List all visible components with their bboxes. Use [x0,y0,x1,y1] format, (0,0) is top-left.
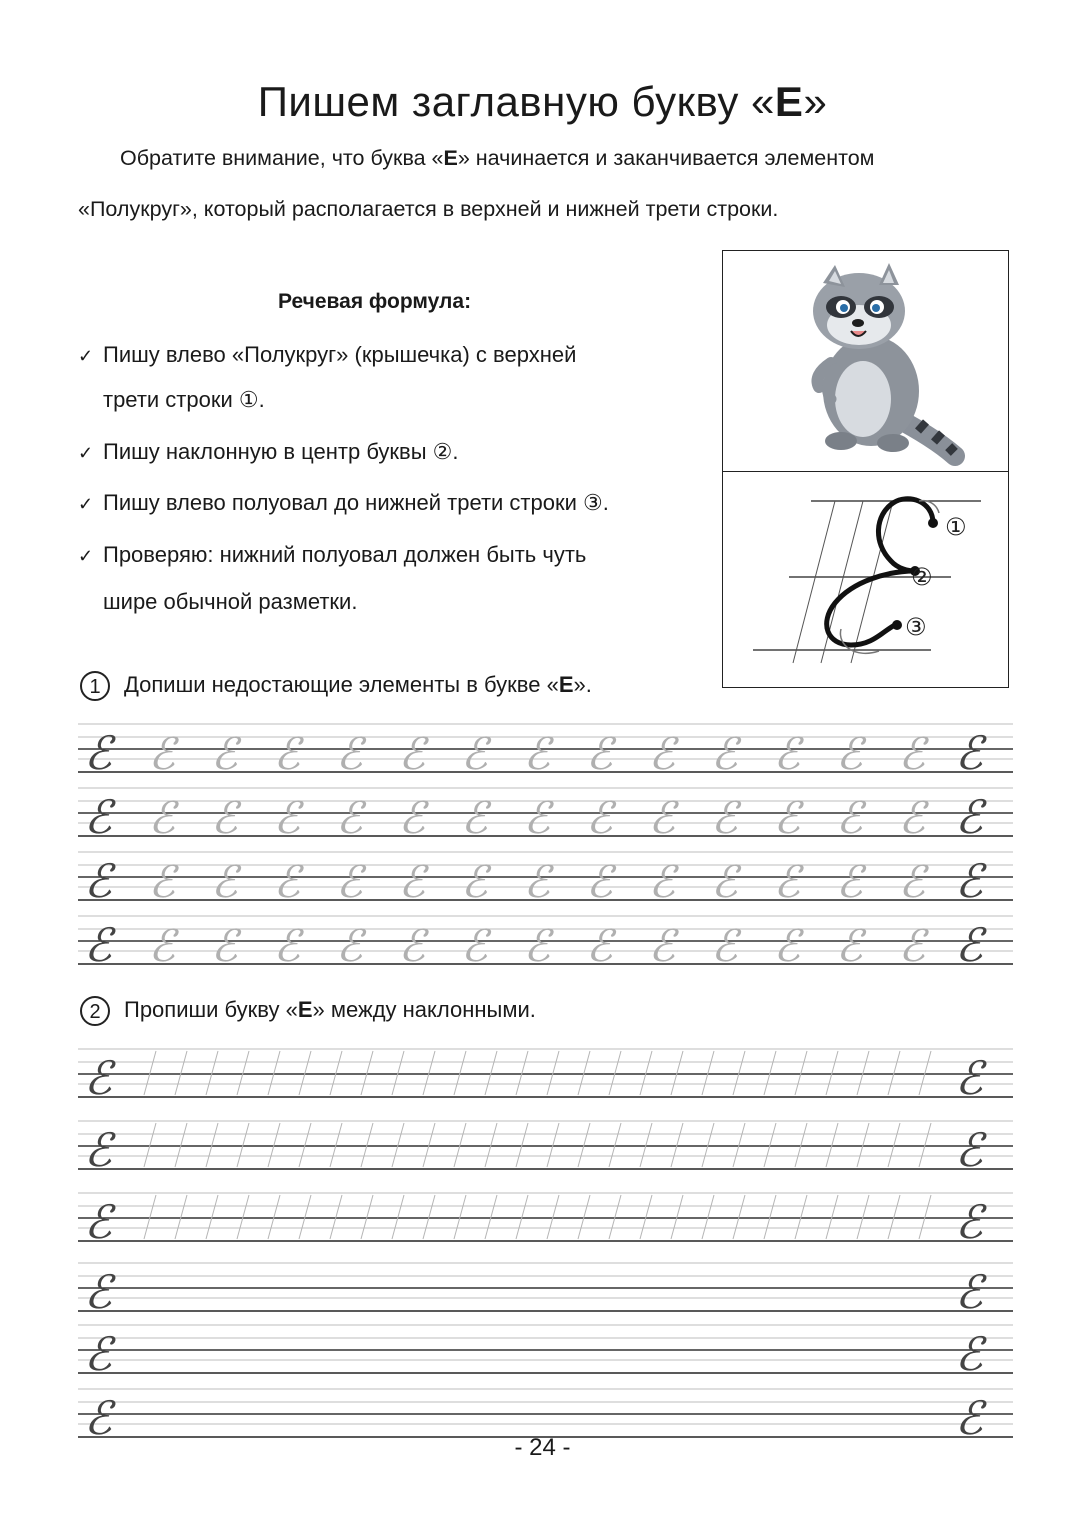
slant-guide-line [392,1195,404,1239]
slant-guide-line [640,1123,652,1167]
slant-guide-line [919,1051,931,1095]
sample-letter-e: ℰ [955,790,983,844]
page-number: - 24 - [514,1434,571,1461]
slant-guide-line [299,1123,311,1167]
check-icon: ✓ [78,443,94,463]
slant-guide-line [764,1051,776,1095]
slant-guide-line [454,1123,466,1167]
intro-line-1: Обратите внимание, что буква «Е» начинается и заканчивается элементом [120,146,875,170]
traced-letter-e: ℰ [648,793,676,844]
rule-3: ✓ Пишу влево полуовал до нижней трети строки ③. [78,490,609,515]
page-title: Пишем заглавную букву «Е» [257,78,828,125]
sample-letter-e: ℰ [84,1265,112,1319]
sample-letter-e: ℰ [84,790,112,844]
slant-guide-line [268,1123,280,1167]
sample-letter-e: ℰ [955,1391,983,1445]
sample-letter-e: ℰ [955,1123,983,1177]
slant-guide-line [423,1123,435,1167]
slant-guide-line [268,1051,280,1095]
traced-letter-e: ℰ [211,857,238,908]
traced-letter-e: ℰ [398,729,426,780]
slant-guide-line [361,1123,373,1167]
sample-letter-e: ℰ [955,1327,983,1381]
slant-guide-line [640,1051,652,1095]
traced-letter-e: ℰ [711,729,738,780]
slant-guide-line [888,1123,900,1167]
traced-letter-e: ℰ [586,729,613,780]
slant-guide-line [609,1195,621,1239]
slant-guide-line [330,1051,342,1095]
sample-letter-e: ℰ [955,854,983,908]
traced-letter-e: ℰ [648,921,676,970]
rule-4: ✓ Проверяю: нижний полуовал должен быть чуть [78,542,587,567]
traced-letter-e: ℰ [711,793,738,844]
task-1-lines [78,720,1013,970]
traced-letter-e: ℰ [898,793,926,844]
slant-guide-line [919,1123,931,1167]
slant-guide-line [826,1195,838,1239]
traced-letter-e: ℰ [836,729,863,780]
traced-letter-e: ℰ [148,857,176,908]
slant-guide-line [361,1051,373,1095]
slant-guide-line [299,1195,311,1239]
traced-letter-e: ℰ [273,793,301,844]
slant-guide-line [640,1195,652,1239]
traced-letter-e: ℰ [586,793,613,844]
slant-guide-line [392,1123,404,1167]
check-icon: ✓ [78,494,94,514]
traced-letter-e: ℰ [773,793,801,844]
slant-guide-line [454,1195,466,1239]
sample-letter-e: ℰ [955,1265,983,1319]
traced-letter-e: ℰ [148,729,176,780]
slant-guide-line [826,1051,838,1095]
traced-letter-e: ℰ [523,793,551,844]
traced-letter-e: ℰ [648,857,676,908]
slant-guide-line [144,1195,156,1239]
slant-guide-line [206,1195,218,1239]
traced-letter-e: ℰ [836,793,863,844]
sample-letter-e: ℰ [84,1391,112,1445]
slant-guide-line [888,1195,900,1239]
slant-guide-line [175,1051,187,1095]
check-icon: ✓ [78,546,94,566]
slant-guide-line [454,1051,466,1095]
slant-guide-line [206,1051,218,1095]
intro-line-2: «Полукруг», который располагается в верхней и нижней трети строки. [78,197,779,221]
sample-letter-e: ℰ [84,1327,112,1381]
traced-letter-e: ℰ [461,857,488,908]
raccoon-illustration [723,251,1007,469]
slant-guide-line [423,1195,435,1239]
slant-guide-line [826,1123,838,1167]
slant-guide-line [268,1195,280,1239]
traced-letter-e: ℰ [398,857,426,908]
sample-letter-e: ℰ [84,726,112,780]
slant-guide-line [733,1195,745,1239]
slant-guide-line [516,1195,528,1239]
traced-letter-e: ℰ [648,729,676,780]
slant-guide-line [485,1123,497,1167]
slant-guide-line [733,1051,745,1095]
slant-guide-line [547,1195,559,1239]
slant-guide-line [392,1051,404,1095]
traced-letter-e: ℰ [898,729,926,780]
formula-title: Речевая формула: [278,290,472,313]
slant-guide-line [516,1123,528,1167]
slant-guide-line [702,1195,714,1239]
slant-guide-line [423,1051,435,1095]
sample-letter-e: ℰ [84,1051,112,1105]
traced-letter-e: ℰ [523,857,551,908]
stroke-marker-2: ② [911,563,933,591]
task-2-heading: 2 Пропиши букву «Е» между наклонными. [80,996,536,1026]
slant-guide-line [206,1123,218,1167]
slant-guide-line [330,1123,342,1167]
traced-letter-e: ℰ [523,921,551,970]
slant-guide-line [702,1051,714,1095]
rule-2: ✓ Пишу наклонную в центр буквы ②. [78,439,459,464]
slant-guide-line [237,1195,249,1239]
traced-letter-e: ℰ [148,793,176,844]
slant-guide-line [764,1195,776,1239]
traced-letter-e: ℰ [898,921,926,970]
illustration-divider [723,471,1008,472]
sample-letter-e: ℰ [955,1051,983,1105]
slant-guide-line [547,1051,559,1095]
task-number-badge: 2 [80,996,110,1026]
traced-letter-e: ℰ [773,921,801,970]
slant-guide-line [237,1123,249,1167]
traced-letter-e: ℰ [336,793,363,844]
traced-letter-e: ℰ [836,921,863,970]
task-2-lines [78,1045,1013,1445]
slant-guide-line [702,1123,714,1167]
traced-letter-e: ℰ [586,921,613,970]
sample-letter-e: ℰ [84,918,112,970]
slant-guide-line [578,1195,590,1239]
traced-letter-e: ℰ [898,857,926,908]
slant-guide-line [578,1123,590,1167]
slant-guide-line [857,1051,869,1095]
traced-letter-e: ℰ [773,729,801,780]
traced-letter-e: ℰ [711,857,738,908]
slant-guide-line [609,1123,621,1167]
slant-guide-line [237,1051,249,1095]
traced-letter-e: ℰ [336,857,363,908]
traced-letter-e: ℰ [398,921,426,970]
sample-letter-e: ℰ [84,854,112,908]
sample-letter-e: ℰ [955,726,983,780]
traced-letter-e: ℰ [586,857,613,908]
illustration-box [722,250,1009,688]
traced-letter-e: ℰ [461,921,488,970]
traced-letter-e: ℰ [461,793,488,844]
rule-4-continued: шире обычной разметки. [103,589,358,614]
traced-letter-e: ℰ [148,921,176,970]
traced-letter-e: ℰ [773,857,801,908]
task-number-badge: 1 [80,671,110,701]
slant-guide-line [671,1051,683,1095]
slant-guide-line [175,1123,187,1167]
sample-letter-e: ℰ [955,1195,983,1249]
traced-letter-e: ℰ [336,921,363,970]
traced-letter-e: ℰ [273,921,301,970]
slant-guide-line [330,1195,342,1239]
traced-letter-e: ℰ [523,729,551,780]
slant-guide-line [516,1051,528,1095]
slant-guide-line [919,1195,931,1239]
sample-letter-e: ℰ [84,1123,112,1177]
slant-guide-line [671,1123,683,1167]
slant-guide-line [175,1195,187,1239]
slant-guide-line [795,1195,807,1239]
slant-guide-line [888,1051,900,1095]
letter-e-stroke-diagram [723,473,1007,688]
stroke-marker-1: ① [945,513,967,541]
traced-letter-e: ℰ [211,793,238,844]
slant-guide-line [857,1123,869,1167]
traced-letter-e: ℰ [273,729,301,780]
slant-guide-line [764,1123,776,1167]
sample-letter-e: ℰ [955,918,983,970]
slant-guide-line [485,1195,497,1239]
slant-guide-line [795,1051,807,1095]
slant-guide-line [609,1051,621,1095]
slant-guide-line [671,1195,683,1239]
slant-guide-line [485,1051,497,1095]
traced-letter-e: ℰ [836,857,863,908]
sample-letter-e: ℰ [84,1195,112,1249]
traced-letter-e: ℰ [336,729,363,780]
slant-guide-line [144,1123,156,1167]
rule-1-continued: трети строки ①. [103,387,265,412]
traced-letter-e: ℰ [211,729,238,780]
slant-guide-line [733,1123,745,1167]
slant-guide-line [795,1123,807,1167]
traced-letter-e: ℰ [211,921,238,970]
traced-letter-e: ℰ [711,921,738,970]
slant-guide-line [857,1195,869,1239]
slant-guide-line [578,1051,590,1095]
traced-letter-e: ℰ [273,857,301,908]
traced-letter-e: ℰ [398,793,426,844]
task-1-heading: 1 Допиши недостающие элементы в букве «Е». [80,671,592,701]
stroke-marker-3: ③ [905,613,927,641]
slant-guide-line [361,1195,373,1239]
check-icon: ✓ [78,346,94,366]
slant-guide-line [547,1123,559,1167]
traced-letter-e: ℰ [461,729,488,780]
slant-guide-line [144,1051,156,1095]
slant-guide-line [299,1051,311,1095]
rule-1: ✓ Пишу влево «Полукруг» (крышечка) с верхней [78,342,577,367]
